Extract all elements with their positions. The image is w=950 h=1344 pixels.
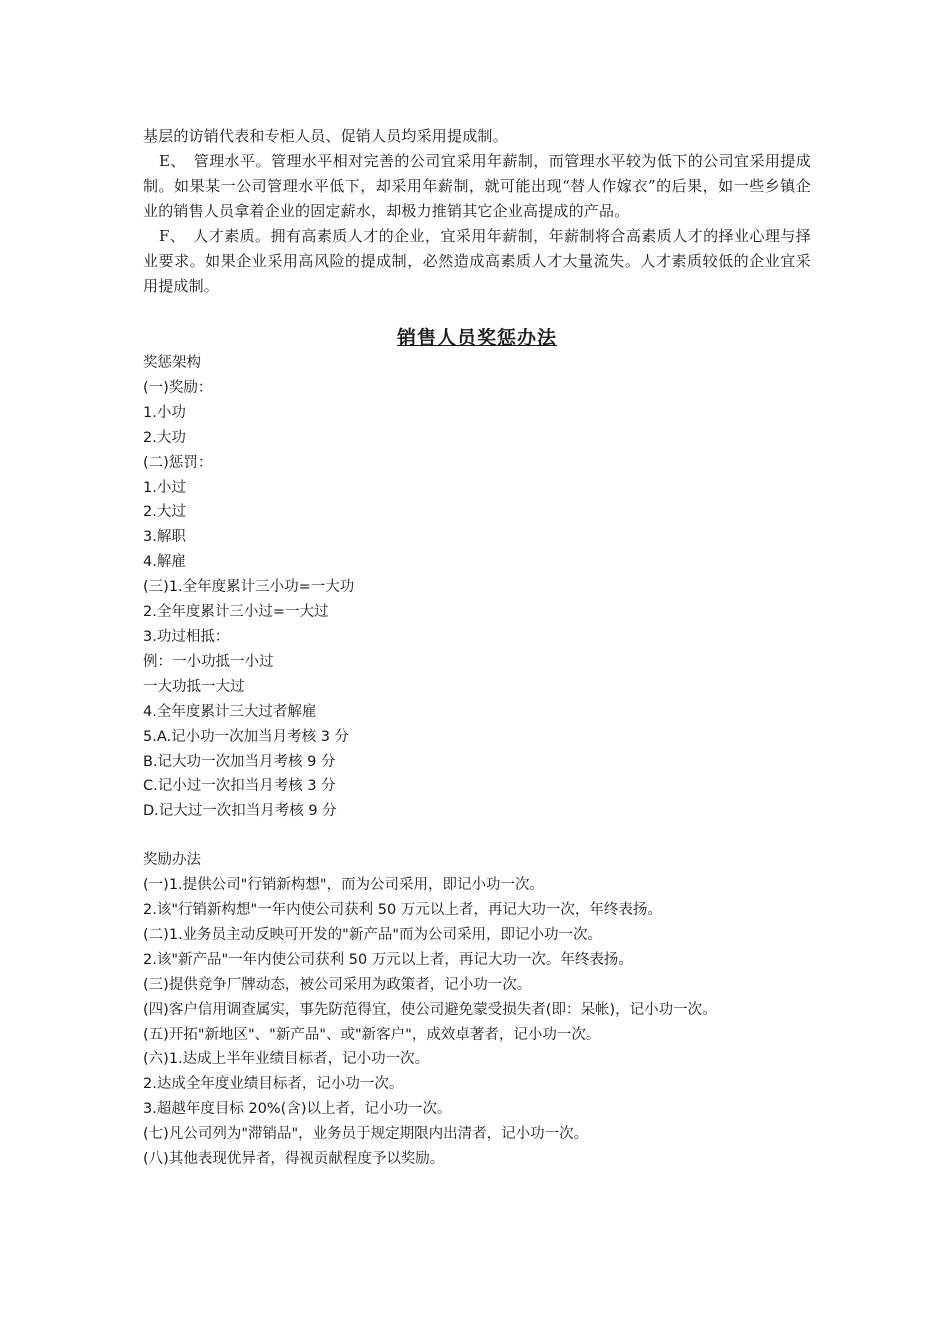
text-line: (二)惩罚： [143,454,213,471]
text-line: 3.超越年度目标 20%(含)以上者，记小功一次。 [143,1101,452,1118]
text-line: B.记大功一次加当月考核 9 分 [143,753,336,770]
text-line: D.记大过一次扣当月考核 9 分 [143,803,337,820]
text-line: 2.该"行销新构想"一年内使公司获利 50 万元以上者，再记大功一次，年终表扬。 [143,902,662,919]
intro-paragraph: 基层的访销代表和专柜人员、促销人员均采用提成制。 [143,127,508,145]
intro-paragraph: E、 管理水平。管理水平相对完善的公司宜采用年薪制，而管理水平较为低下的公司宜采用提成制。如果某一公司管理水平低下，却采用年薪制，就可能出现“替人作嫁衣”的后果，如一些乡镇企业的销售人员拿着企业的固定薪水，却极力推销其它企业高提成的产品。 [143,152,811,220]
document-page [143,124,811,1172]
text-line: 2.该"新产品"一年内使公司获利 50 万元以上者，再记大功一次。年终表扬。 [143,951,633,968]
text-line: (六)1.达成上半年业绩目标者，记小功一次。 [143,1051,430,1068]
text-line: C.记小过一次扣当月考核 3 分 [143,778,336,795]
text-line: (八)其他表现优异者，得视贡献程度予以奖励。 [143,1151,445,1168]
text-line: 1.小功 [143,404,186,421]
text-line: 一大功抵一大过 [143,678,245,695]
text-line: 4.解雇 [143,554,186,571]
text-line: (七)凡公司列为"滞销品"，业务员于规定期限内出清者，记小功一次。 [143,1126,589,1143]
text-line: (一)1.提供公司"行销新构想"，而为公司采用，即记小功一次。 [143,877,544,894]
text-line: 例：一小功抵一小过 [143,653,274,670]
text-line: (三)1.全年度累计三小功=一大功 [143,579,355,596]
document-title: 销售人员奖惩办法 [396,327,557,349]
text-line: 2.大功 [143,429,186,446]
text-line: 3.功过相抵： [143,628,230,645]
text-line: 2.大过 [143,504,186,521]
text-line: 1.小过 [143,479,186,496]
text-line: (四)客户信用调查属实，事先防范得宜，使公司避免蒙受损失者(即：呆帐)，记小功一次。 [143,1001,717,1018]
reward-section [143,848,811,1172]
text-line: 奖惩架构 [143,355,201,371]
text-line: 2.达成全年度业绩目标者，记小功一次。 [143,1076,404,1093]
text-line: (三)提供竞争厂牌动态，被公司采用为政策者，记小功一次。 [143,976,532,993]
text-line: 奖励办法 [143,852,201,869]
structure-section [143,351,811,824]
text-line: 3.解职 [143,529,186,546]
text-line: 2.全年度累计三小过=一大过 [143,604,329,621]
intro-paragraph: F、 人才素质。拥有高素质人才的企业，宜采用年薪制，年薪制将合高素质人才的择业心理与择业要求。如果企业采用高风险的提成制，必然造成高素质人才大量流失。人才素质较低的企业宜采用提成制。 [143,227,811,295]
section-gap [143,824,811,848]
text-line: (一)奖励： [143,379,213,396]
intro-section [143,124,811,299]
text-line: (二)1.业务员主动反映可开发的"新产品"而为公司采用，即记小功一次。 [143,926,602,943]
text-line: (五)开拓"新地区"、"新产品"、或"新客户"，成效卓著者，记小功一次。 [143,1026,601,1043]
text-line: 5.A.记小功一次加当月考核 3 分 [143,728,350,745]
text-line: 4.全年度累计三大过者解雇 [143,703,317,720]
